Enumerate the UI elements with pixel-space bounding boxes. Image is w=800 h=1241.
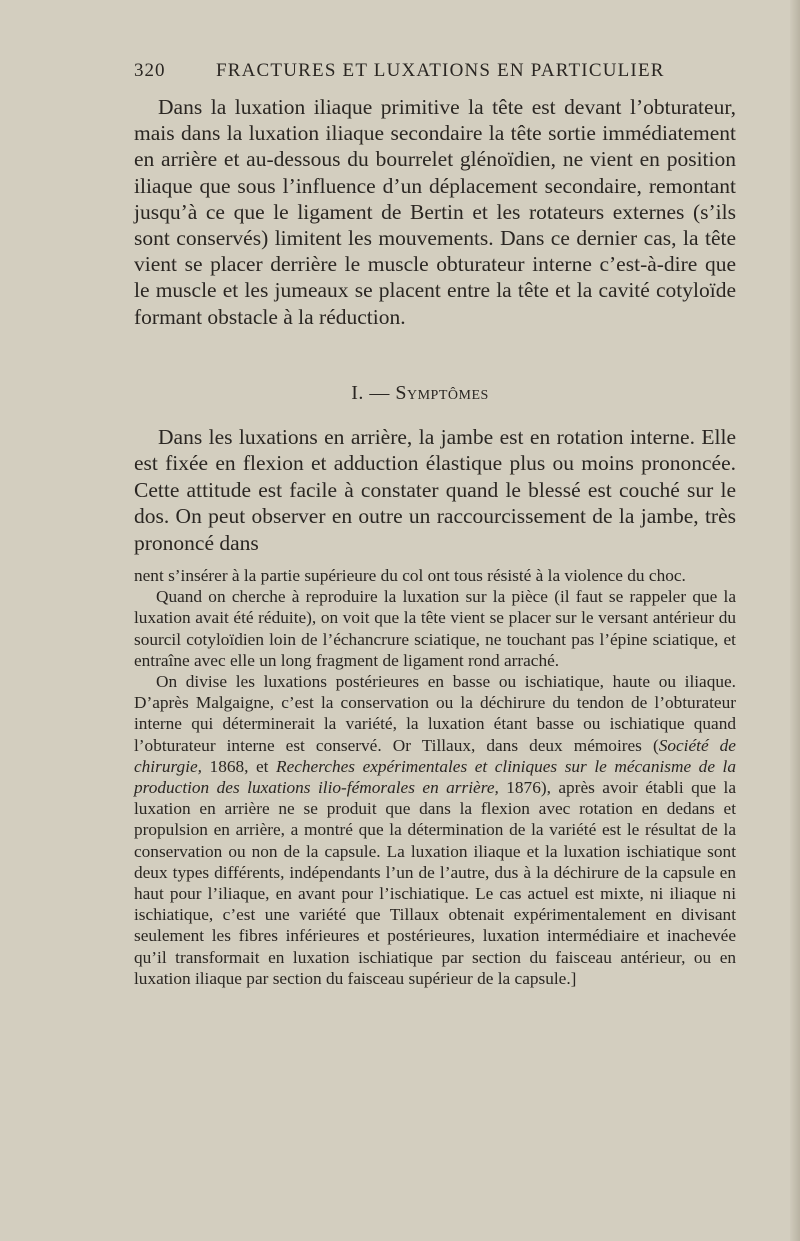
- note-paragraph-1: nent s’insérer à la partie supérieure du col ont tous résisté à la violence du choc.: [134, 566, 686, 585]
- note-paragraph-2: Quand on cherche à reproduire la luxation sur la pièce (il faut se rappeler que la luxation avait été réduite), on voit que la tête vient se placer sur le versant antérieur du sourcil cotyloïdien loin de l’échancrure sciatique, ne touchant pas l’épine sciatique, et entraîne avec elle un long fragment de ligament rond arraché.: [134, 587, 736, 670]
- section-number: I. —: [351, 382, 396, 404]
- section-heading: [0, 382, 800, 405]
- footnote-text: [134, 565, 736, 989]
- running-title: FRACTURES ET LUXATIONS EN PARTICULIER: [216, 60, 665, 81]
- note-paragraph-3: [134, 671, 736, 989]
- note-p3-italic1: Société de chirurgie,: [134, 735, 736, 776]
- page-number: 320: [134, 60, 166, 81]
- page-edge: [790, 0, 800, 1241]
- note-p3-italic2: Recherches expérimentales et cliniques sur le mécanisme de la production des luxations ilio-fémorales en arrière,: [134, 756, 736, 798]
- section-title: Symptômes: [395, 382, 489, 404]
- note-p3-part1: On divise les luxations postérieures en basse ou ischiatique, haute ou iliaque. D’après Malgaigne, c’est la conservation ou la déchirure du tendon de l’obturateur interne qui déterminerait la variété, la luxation étant basse ou ischiatique quand l’obturateur interne est conservé. Or Tillaux, dans deux mémoires (: [134, 672, 736, 755]
- main-paragraph-1: Dans la luxation iliaque primitive la tête est devant l’obturateur, mais dans la luxation iliaque secondaire la tête sortie immédiatement en arrière et au-dessous du bourrelet glénoïdien, ne vient en position iliaque que sous l’influence d’un déplacement secondaire, remontant jusqu’à ce que le ligament de Bertin et les rotateurs externes (s’ils sont conservés) limitent les mouvements. Dans ce dernier cas, la tête vient se placer derrière le muscle obturateur interne c’est-à-dire que le muscle et les jumeaux se placent entre la tête et la cavité cotyloïde formant obstacle à la réduction.: [134, 95, 736, 329]
- main-paragraph-2: Dans les luxations en arrière, la jambe est en rotation interne. Elle est fixée en flexion et adduction élastique plus ou moins prononcée. Cette attitude est facile à constater quand le blessé est couché sur le dos. On peut observer en outre un raccourcissement de la jambe, très prononcé dans: [134, 425, 736, 555]
- main-text-top: [134, 94, 736, 330]
- main-text-bottom: [134, 424, 736, 556]
- note-p3-part2: 1868, et: [202, 756, 277, 776]
- note-p3-part3: 1876), après avoir établi que la luxation en arrière ne se produit que dans la flexion avec rotation en dedans et propulsion en arrière, a montré que la détermination de la variété est le résultat de la conservation ou non de la capsule. La luxation iliaque et la luxation ischiatique sont deux types différents, indépendants l’un de l’autre, dus à la déchirure de la capsule en haut pour l’iliaque, en avant pour l’ischiatique. Le cas actuel est mixte, ni iliaque ni ischiatique, c’est une variété que Tillaux obtenait expérimentalement en divisant seulement les fibres inférieures et postérieures, luxation intermédiaire et inachevée qu’il transformait en luxation ischiatique par section du faisceau antérieur, ou en luxation iliaque par section du faisceau supérieur de la capsule.]: [134, 778, 736, 988]
